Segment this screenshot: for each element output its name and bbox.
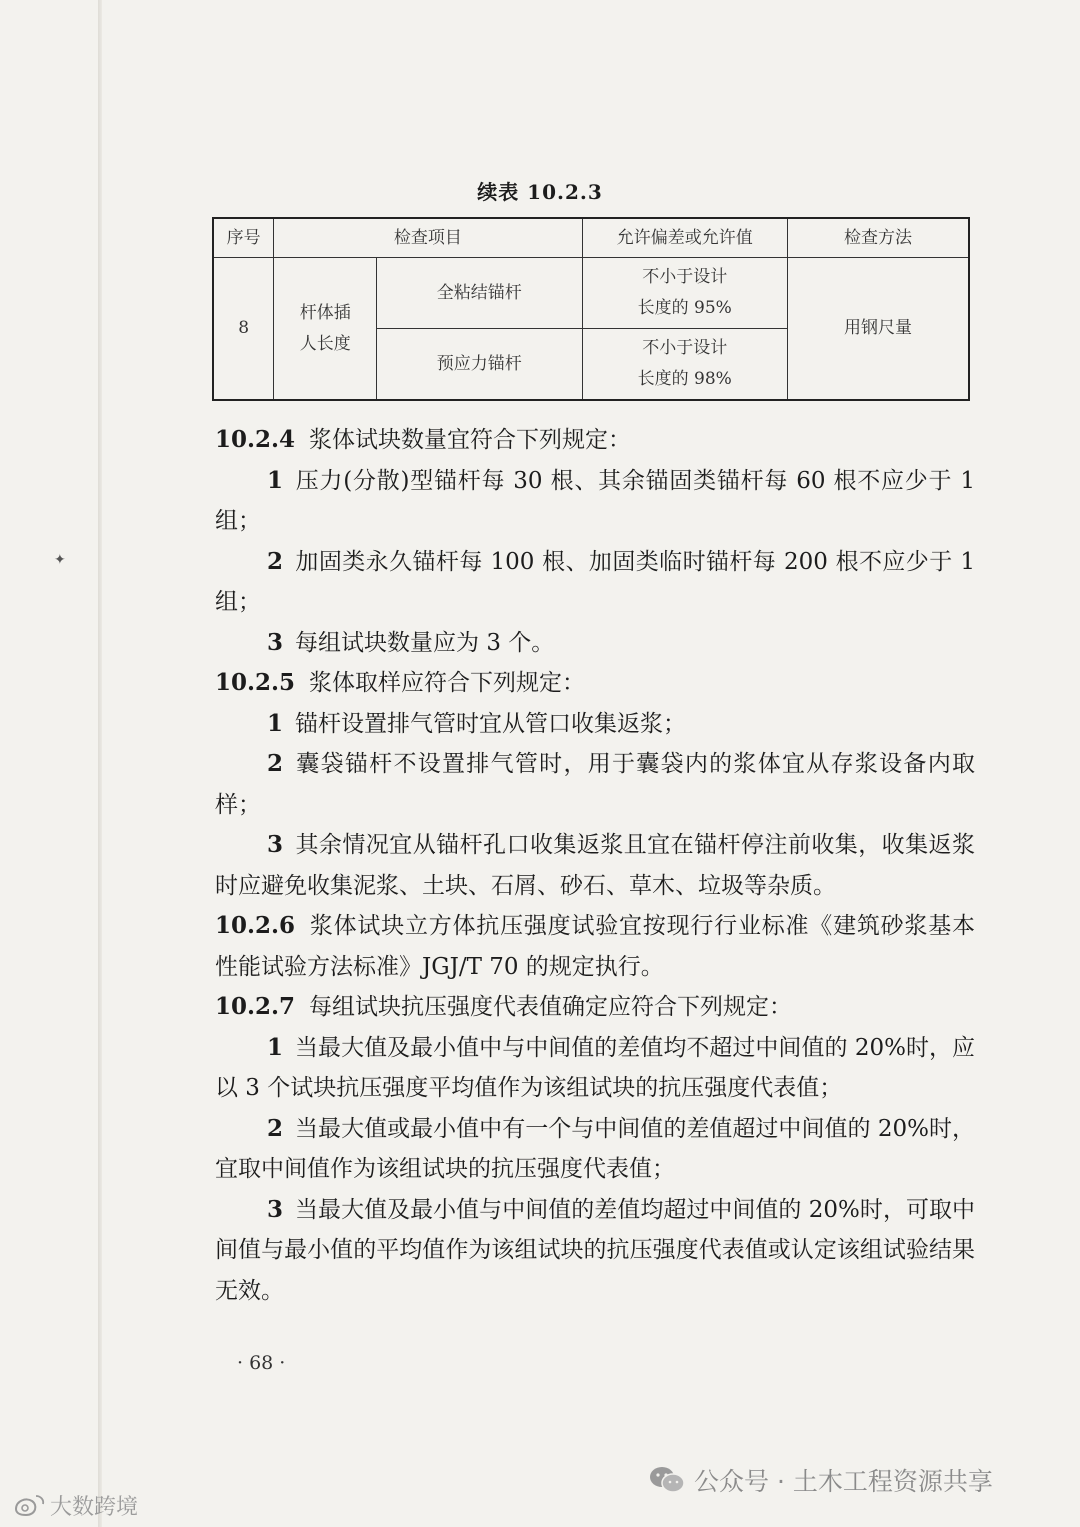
clause-item: [215, 744, 975, 825]
clause-text: 每组试块抗压强度代表值确定应符合下列规定：: [309, 994, 793, 1020]
clause-number: 10.2.5: [215, 669, 296, 696]
item-text: 当最大值或最小值中有一个与中间值的差值超过中间值的 20%时，宜取中间值作为该组试块的抗压强度代表值；: [215, 1115, 975, 1182]
item-text: 其余情况宜从锚杆孔口收集返浆且宜在锚杆停注前收集，收集返浆时应避免收集泥浆、土块、石屑、砂石、草木、垃圾等杂质。: [215, 832, 975, 899]
clause-10-2-4: [215, 420, 975, 461]
row-item-line2: 人长度: [299, 333, 351, 354]
page-number: · 68 ·: [237, 1352, 286, 1374]
sub-item-value: [582, 329, 787, 401]
clause-number: 10.2.6: [215, 912, 296, 939]
header-item: 检查项目: [274, 218, 582, 258]
row-item-line1: 杆体插: [299, 302, 351, 323]
clause-item: [215, 825, 975, 906]
item-number: 1: [267, 466, 284, 494]
clause-text: 浆体取样应符合下列规定：: [309, 670, 586, 696]
watermark-text: 大数跨境: [50, 1495, 139, 1520]
clause-item: [215, 704, 975, 745]
clause-item: [215, 542, 975, 623]
item-text: 锚杆设置排气管时宜从管口收集返浆；: [295, 710, 687, 737]
table-title: 续表 10.2.3: [477, 180, 603, 204]
clause-10-2-5: [215, 663, 975, 704]
row-method: 用钢尺量: [787, 258, 969, 401]
value-line1: 不小于设计: [642, 338, 728, 358]
item-number: 2: [267, 547, 284, 575]
row-item: [274, 258, 377, 401]
item-number: 3: [267, 628, 284, 656]
clause-number: 10.2.7: [215, 993, 296, 1020]
item-text: 当最大值及最小值与中间值的差值均超过中间值的 20%时，可取中间值与最小值的平均值作为该组试块的抗压强度代表值或认定该组试验结果无效。: [215, 1196, 975, 1304]
sub-item-value: [582, 258, 787, 329]
row-no: 8: [213, 258, 274, 401]
page-edge: [98, 0, 102, 1527]
value-line2: 长度的 95%: [637, 298, 732, 318]
table-header-row: [213, 218, 969, 258]
clause-10-2-6: [215, 906, 975, 987]
item-number: 3: [267, 831, 284, 858]
header-no: 序号: [213, 218, 274, 258]
item-text: 压力(分散)型锚杆每 30 根、其余锚固类锚杆每 60 根不应少于 1 组；: [215, 467, 975, 534]
item-number: 2: [267, 750, 284, 777]
body-text: [215, 420, 975, 1311]
item-text: 当最大值及最小值中与中间值的差值均不超过中间值的 20%时，应以 3 个试块抗压强度平均值作为该组试块的抗压强度代表值；: [215, 1034, 975, 1101]
clause-item: [215, 1190, 975, 1312]
table-row: [213, 258, 969, 329]
clause-item: [215, 461, 975, 542]
clause-text: 浆体试块立方体抗压强度试验宜按现行行业标准《建筑砂浆基本性能试验方法标准》JGJ/T 70 的规定执行。: [215, 913, 975, 980]
clause-item: [215, 1109, 975, 1190]
sub-item-name: 全粘结锚杆: [377, 258, 582, 329]
clause-number: 10.2.4: [215, 426, 296, 453]
item-number: 1: [267, 709, 284, 737]
header-method: 检查方法: [787, 218, 969, 258]
item-number: 1: [267, 1033, 284, 1061]
item-text: 囊袋锚杆不设置排气管时，用于囊袋内的浆体宜从存浆设备内取样；: [215, 751, 975, 818]
watermark-text: 公众号 · 土木工程资源共享: [694, 1467, 993, 1496]
sub-item-name: 预应力锚杆: [377, 329, 582, 401]
item-number: 2: [267, 1114, 284, 1142]
clause-item: [215, 623, 975, 664]
item-text: 加固类永久锚杆每 100 根、加固类临时锚杆每 200 根不应少于 1 组；: [215, 548, 975, 615]
clause-text: 浆体试块数量宜符合下列规定：: [309, 427, 632, 453]
wechat-icon: [648, 1465, 686, 1495]
value-line1: 不小于设计: [642, 267, 728, 287]
value-line2: 长度的 98%: [637, 369, 732, 389]
weibo-icon: [12, 1493, 46, 1519]
header-tolerance: 允许偏差或允许值: [582, 218, 787, 258]
item-number: 3: [267, 1195, 284, 1223]
item-text: 每组试块数量应为 3 个。: [295, 629, 555, 656]
clause-10-2-7: [215, 987, 975, 1028]
watermark-wechat: [648, 1462, 993, 1498]
spec-table: [212, 217, 970, 401]
margin-mark-icon: ✦: [54, 552, 66, 568]
clause-item: [215, 1028, 975, 1109]
watermark-weibo: [12, 1490, 138, 1521]
